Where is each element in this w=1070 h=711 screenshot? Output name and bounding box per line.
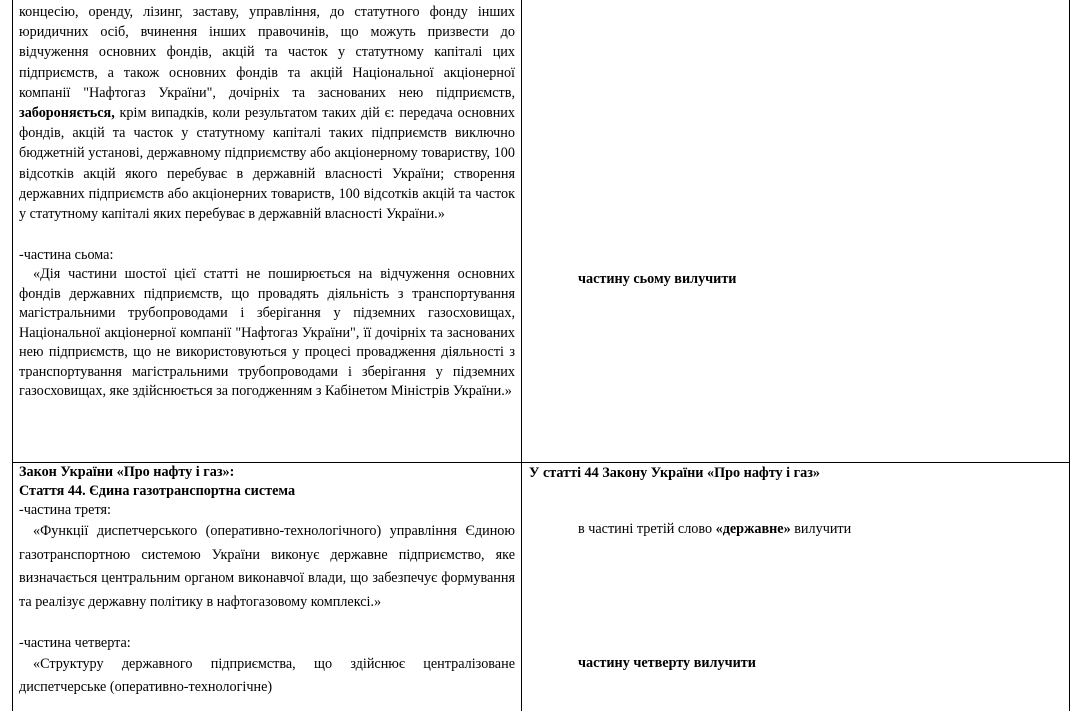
remove-part-seven-text: частину сьому вилучити xyxy=(578,271,737,287)
comparison-table xyxy=(12,0,1070,711)
paragraph-part-six-end: концесію, оренду, лізинг, заставу, управління, до статутного фонду інших юридичних осіб, вчинення інших правочинів, що можуть призвести до відчуження основних фондів, акцій та часток у статутному капіталі цих підприємств, а також основних фондів та акцій Національної акціонерної компанії "Нафтогаз України", дочірніх та заснованих нею підприємств, забороняється, крім випадків, коли результатом таких дій є: передача основних фондів, акцій та часток у статутному капіталі таких підприємств виключно бюджетній установі, державному підприємству або акціонерному товариству, 100 відсотків акцій якого перебуває в державній власності України; створення державних підприємств або акціонерних товариств, 100 відсотків акцій та часток у статутному капіталі яких перебуває в державній власності України.» xyxy=(19,4,515,223)
left-cell-current-text xyxy=(19,2,515,402)
article-44-heading: У статті 44 Закону України «Про нафту і газ» xyxy=(529,465,820,481)
table-row xyxy=(13,462,1069,711)
bold-term: забороняється, xyxy=(19,105,115,122)
part-four-label: -частина четверта: xyxy=(19,635,131,651)
table-row xyxy=(13,0,1069,463)
column-divider xyxy=(521,462,522,711)
left-cell-current-text xyxy=(19,463,515,699)
paragraph-part-four: «Структуру державного підприємства, що здійснює централізоване диспетчерське (оперативно-технологічне) xyxy=(19,656,515,695)
bold-term: «державне» xyxy=(715,521,791,537)
column-divider xyxy=(521,0,522,462)
part-seven-label: -частина сьома: xyxy=(19,247,114,264)
part-three-label: -частина третя: xyxy=(19,502,111,518)
article-title: Стаття 44. Єдина газотранспортна система xyxy=(19,483,296,499)
law-title: Закон України «Про нафту і газ»: xyxy=(19,464,235,480)
paragraph-part-three: «Функції диспетчерського (оперативно-технологічного) управління Єдиною газотранспортною системою України виконує державне підприємство, яке визначається центральним органом виконавчої влади, що забезпечує формування та реалізує державну політику в нафтогазовому комплексі.» xyxy=(19,523,515,610)
part-three-change-text: в частині третій слово «державне» вилучити xyxy=(578,521,852,537)
paragraph-part-seven: «Дія частини шостої цієї статті не поширюється на відчуження основних фондів державних підприємств, що провадять діяльність з транспортування магістральними трубопроводами і зберігання у підземних газосховищах, Національної акціонерної компанії "Нафтогаз України", її дочірніх та заснованих нею підприємств, що не використовуються у процесі провадження діяльності з транспортування магістральними трубопроводами і зберігання у підземних газосховищах, яке здійснюється за погодженням з Кабінетом Міністрів України.» xyxy=(19,266,515,400)
remove-part-four-text: частину четверту вилучити xyxy=(578,655,756,671)
